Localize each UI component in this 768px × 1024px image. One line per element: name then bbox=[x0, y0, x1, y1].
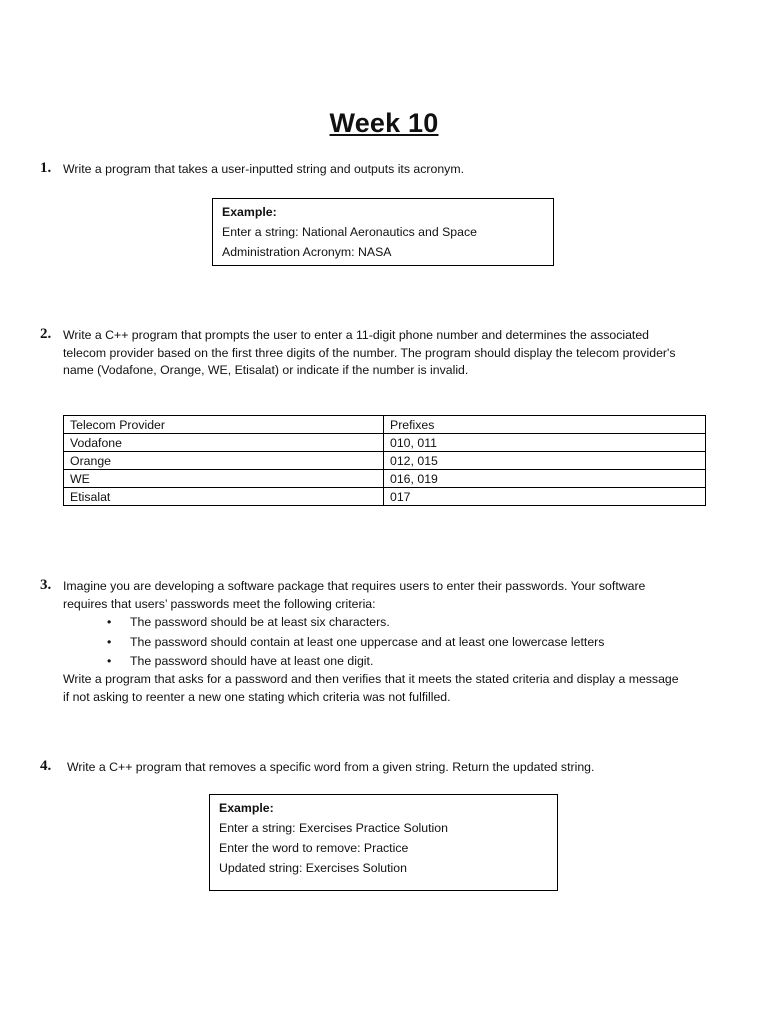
question-2-number: 2. bbox=[40, 326, 52, 342]
table-row bbox=[64, 434, 706, 452]
question-2-line: name (Vodafone, Orange, WE, Etisalat) or indicate if the number is invalid. bbox=[63, 363, 469, 377]
question-4-number: 4. bbox=[40, 758, 52, 774]
question-1-example-box bbox=[212, 198, 554, 266]
question-3-number: 3. bbox=[40, 577, 52, 593]
table-cell: 010, 011 bbox=[384, 434, 706, 452]
table-header-cell: Prefixes bbox=[384, 416, 706, 434]
example-heading: Example: bbox=[219, 801, 274, 815]
bullet-icon: • bbox=[107, 615, 112, 629]
question-3-line: if not asking to reenter a new one stating which criteria was not fulfilled. bbox=[63, 689, 451, 704]
table-cell: Vodafone bbox=[64, 434, 384, 452]
list-item: • The password should contain at least one uppercase and at least one lowercase letters bbox=[107, 633, 747, 653]
table-header-row bbox=[64, 416, 706, 434]
question-3-text-continued bbox=[63, 671, 753, 706]
question-1-text: Write a program that takes a user-inputted string and outputs its acronym. bbox=[63, 162, 464, 176]
list-item: • The password should be at least six characters. bbox=[107, 613, 747, 633]
table-row bbox=[64, 470, 706, 488]
example-line: Updated string: Exercises Solution bbox=[219, 861, 407, 875]
question-2-line: Write a C++ program that prompts the user to enter a 11-digit phone number and determines the associated bbox=[63, 328, 650, 342]
bullet-icon: • bbox=[107, 634, 112, 649]
question-4-text: Write a C++ program that removes a specific word from a given string. Return the updated string. bbox=[67, 760, 595, 774]
table-cell: Orange bbox=[64, 452, 384, 470]
example-line: Enter the word to remove: Practice bbox=[219, 841, 409, 855]
table-cell: Etisalat bbox=[64, 488, 384, 506]
question-2-text bbox=[63, 327, 676, 380]
table-row bbox=[64, 452, 706, 470]
criteria-list bbox=[107, 613, 747, 672]
table-cell: 017 bbox=[384, 488, 706, 506]
question-2-line: telecom provider based on the first three digits of the number. The program should display the telecom provider's bbox=[63, 345, 676, 360]
table-cell: WE bbox=[64, 470, 384, 488]
example-heading: Example: bbox=[222, 205, 277, 219]
example-line: Enter a string: National Aeronautics and Space bbox=[222, 225, 477, 239]
question-3-text bbox=[63, 578, 753, 613]
page-title: Week 10 bbox=[329, 108, 439, 138]
bullet-icon: • bbox=[107, 654, 112, 669]
question-4-example-box bbox=[209, 794, 558, 891]
question-3-line: requires that users’ passwords meet the following criteria: bbox=[63, 596, 376, 611]
table-cell: 016, 019 bbox=[384, 470, 706, 488]
table-header-cell: Telecom Provider bbox=[64, 416, 384, 434]
table-row bbox=[64, 488, 706, 506]
list-item: • The password should have at least one digit. bbox=[107, 652, 747, 672]
table-cell: 012, 015 bbox=[384, 452, 706, 470]
example-line: Administration Acronym: NASA bbox=[222, 245, 392, 259]
telecom-provider-table bbox=[63, 415, 706, 506]
question-3-line: Imagine you are developing a software package that requires users to enter their passwords. Your software bbox=[63, 579, 646, 593]
example-line: Enter a string: Exercises Practice Solution bbox=[219, 821, 448, 835]
question-1-number: 1. bbox=[40, 160, 52, 176]
question-3-line: Write a program that asks for a password and then verifies that it meets the stated criteria and display a message bbox=[63, 672, 679, 686]
